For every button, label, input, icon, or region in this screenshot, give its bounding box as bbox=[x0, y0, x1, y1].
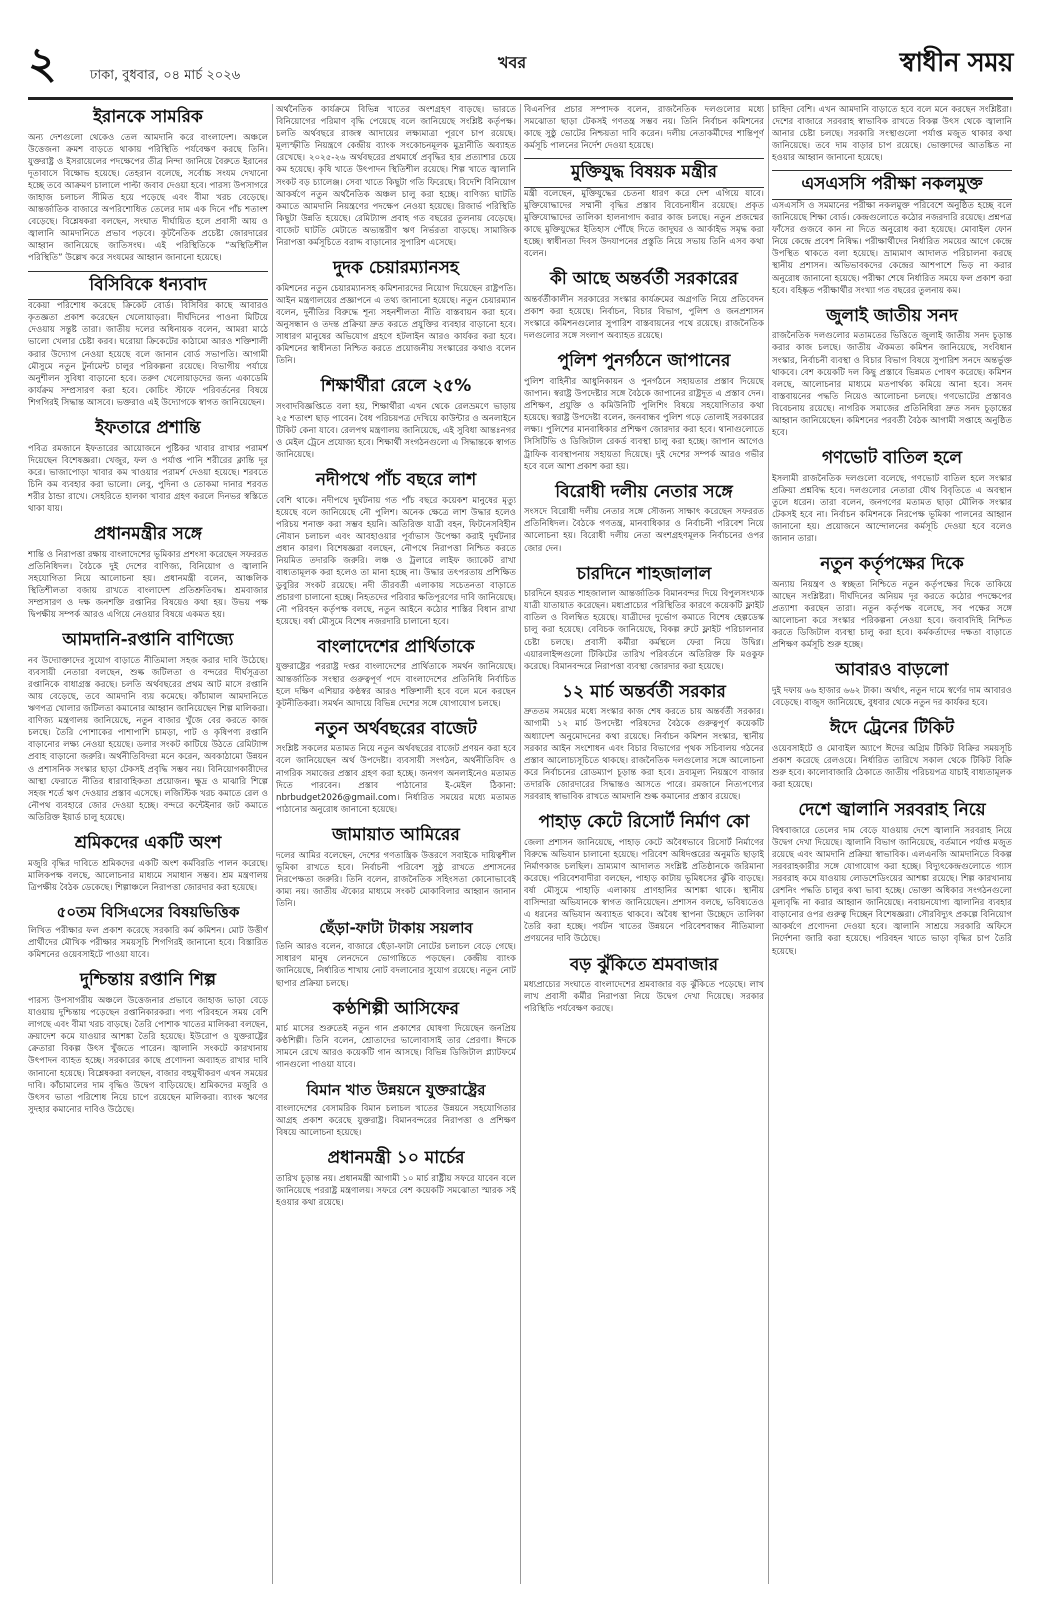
column-divider bbox=[520, 104, 521, 1584]
story-body: চাহিদা বেশি। এখন আমদানি বাড়াতে হবে বলে মনে করছেন সংশ্লিষ্টরা। দেশের বাজারে সরবরাহ স্বাভাবিক রাখতে বিকল্প উৎস থেকে জ্বালানি আনার চেষ্টা চলছে। সরকারি সংস্থাগুলো পর্যাপ্ত মজুত থাকার কথা জানিয়েছে। তবে দাম বাড়ার চাপ রয়েছে। ভোক্তাদের আতঙ্কিত না হওয়ার আহ্বান জানানো হয়েছে। bbox=[772, 105, 1012, 164]
story-body: সংবাদবিজ্ঞপ্তিতে বলা হয়, শিক্ষার্থীরা এখন থেকে রেলভ্রমণে ভাড়ায় ২৫ শতাংশ ছাড় পাবেন। বৈধ পরিচয়পত্র দেখিয়ে কাউন্টার ও অনলাইনে টিকিট কেনা যাবে। রেলপথ মন্ত্রণালয় জানিয়েছে, এই সুবিধা আন্তঃনগর ও মেইল ট্রেনে প্রযোজ্য হবে। শিক্ষার্থী সংগঠনগুলো এ সিদ্ধান্তকে স্বাগত জানিয়েছে। bbox=[276, 401, 516, 461]
story-headline: আবারও বাড়লো bbox=[835, 660, 949, 681]
news-story bbox=[524, 104, 764, 152]
section-name: খবর bbox=[498, 53, 527, 72]
story-body: দ্রুততম সময়ের মধ্যে সংস্কার কাজ শেষ করতে চায় অন্তর্বর্তী সরকার। আগামী ১২ মার্চ উপদেষ্টা পরিষদের বৈঠকে গুরুত্বপূর্ণ কয়েকটি অধ্যাদেশ অনুমোদনের কথা রয়েছে। নির্বাচন কমিশন সংস্কার, স্থানীয় সরকার আইন সংশোধন এবং বিচার বিভাগের পৃথক সচিবালয় গঠনের প্রস্তাব আলোচ্যসূচিতে থাকছে। রাজনৈতিক দলগুলোর সঙ্গে আলোচনা করে নির্বাচনের রোডম্যাপ চূড়ান্ত করা হবে। দ্রব্যমূল্য নিয়ন্ত্রণে বাজার তদারকি জোরদারের সিদ্ধান্তও আসতে পারে। রমজানে নিত্যপণ্যের সরবরাহ স্বাভাবিক রাখতে আমদানি শুল্ক কমানোর প্রস্তাব রয়েছে। bbox=[524, 707, 764, 803]
news-story bbox=[28, 521, 268, 621]
news-story bbox=[772, 303, 1012, 439]
news-story bbox=[524, 561, 764, 673]
story-body: অন্য দেশগুলো থেকেও তেল আমদানি করে বাংলাদেশ। অঞ্চলে উত্তেজনা ক্রমশ বাড়তে থাকায় পরিস্থিতি পর্যবেক্ষণ করছে তিনি। যুক্তরাষ্ট্র ও ইসরায়েলের পদক্ষেপের তীব্র নিন্দা জানিয়ে বৈরুতে ইরানের দূতাবাসে বিক্ষোভ হয়েছে। তেহরান বলেছে, সর্বোচ্চ সংযম দেখানো হচ্ছে তবে আক্রমণ চালালে পাল্টা জবাব দেওয়া হবে। পারস্য উপসাগরে জাহাজ চলাচল সীমিত হয়ে পড়েছে এবং বীমা খরচ বেড়েছে। আন্তর্জাতিক বাজারে অপরিশোধিত তেলের দাম এক দিনে পাঁচ শতাংশ বেড়েছে। বিশ্লেষকরা বলছেন, সংঘাত দীর্ঘায়িত হলে প্রবাসী আয় ও জ্বালানি আমদানিতে প্রভাব পড়বে। কূটনৈতিক প্রচেষ্টা জোরদারের আহ্বান জানিয়েছে জাতিসংঘ। এই পরিস্থিতিকে “অস্থিতিশীল পরিস্থিতি” উল্লেখ করে সংযমের আহ্বান জানানো হয়েছে। bbox=[28, 132, 268, 264]
story-headline: বিরোধী দলীয় নেতার সঙ্গে bbox=[555, 481, 733, 502]
story-body: রাজনৈতিক দলগুলোর মতামতের ভিত্তিতে জুলাই জাতীয় সনদ চূড়ান্ত করার কাজ চলছে। জাতীয় ঐকমত্য কমিশন জানিয়েছে, সংবিধান সংস্কার, নির্বাচনী ব্যবস্থা ও বিচার বিভাগ বিষয়ে সুপারিশ সনদে অন্তর্ভুক্ত থাকবে। বেশ কয়েকটি দল কিছু প্রস্তাবে ভিন্নমত পোষণ করেছে। কমিশন বলছে, আলোচনার মাধ্যমে মতপার্থক্য কমিয়ে আনা হবে। সনদ বাস্তবায়নের পদ্ধতি নিয়েও আলোচনা চলছে। গণভোটের প্রস্তাবও বিবেচনায় রয়েছে। নাগরিক সমাজের প্রতিনিধিরা দ্রুত সনদ চূড়ান্তের আহ্বান জানিয়েছেন। কমিশনের পরবর্তী বৈঠক আগামী সপ্তাহে অনুষ্ঠিত হবে। bbox=[772, 331, 1012, 439]
news-story bbox=[28, 415, 268, 515]
story-headline: ৫০তম বিসিএসের বিষয়ভিত্তিক bbox=[56, 902, 240, 921]
story-headline: ইরানকে সামরিক bbox=[93, 107, 203, 127]
story-headline: ঈদে ট্রেনের টিকিট bbox=[829, 718, 955, 739]
story-headline: দুদক চেয়ারম্যানসহ bbox=[333, 258, 459, 279]
column-3 bbox=[524, 104, 764, 1584]
news-story bbox=[772, 657, 1012, 709]
story-body: পবিত্র রমজানে ইফতারের আয়োজনে পুষ্টিকর খাবার রাখার পরামর্শ দিয়েছেন বিশেষজ্ঞরা। খেজুর, ফল ও পর্যাপ্ত পানি শরীরের ক্লান্তি দূর করে। ভাজাপোড়া খাবার কম খাওয়ার পরামর্শ দেওয়া হয়েছে। শরবতে চিনি কম ব্যবহার করা ভালো। লেবু, পুদিনা ও তোকমা দানার শরবত শরীর ঠান্ডা রাখে। সেহরিতে হালকা খাবার গ্রহণ করলে দিনভর স্বস্তিতে থাকা যায়। bbox=[28, 443, 268, 514]
newspaper-logo: স্বাধীন সময় bbox=[899, 48, 1013, 78]
masthead bbox=[28, 38, 1013, 100]
news-story bbox=[28, 900, 268, 962]
story-headline: পাহাড় কেটে রিসোর্ট নির্মাণ কো bbox=[538, 812, 750, 833]
story-body: এসএসসি ও সমমানের পরীক্ষা নকলমুক্ত পরিবেশে অনুষ্ঠিত হচ্ছে বলে জানিয়েছে শিক্ষা বোর্ড। কেন্দ্রগুলোতে কঠোর নজরদারি রয়েছে। প্রশ্নপত্র ফাঁসের গুজবে কান না দিতে অনুরোধ করা হয়েছে। মোবাইল ফোন নিয়ে কেন্দ্রে প্রবেশ নিষিদ্ধ। পরীক্ষার্থীদের নির্ধারিত সময়ের আগে কেন্দ্রে উপস্থিত থাকতে বলা হয়েছে। ভ্রাম্যমাণ আদালত পরিচালনা করছে স্থানীয় প্রশাসন। অভিভাবকদের কেন্দ্রের আশপাশে ভিড় না করার অনুরোধ জানানো হয়েছে। পরীক্ষা শেষে নির্ধারিত সময়ে ফল প্রকাশ করা হবে। বহিষ্কৃত পরীক্ষার্থীর সংখ্যা গত বছরের তুলনায় কম। bbox=[772, 201, 1012, 296]
column-4 bbox=[772, 104, 1012, 1584]
news-story bbox=[276, 822, 516, 910]
news-story bbox=[276, 255, 516, 367]
story-headline: জামায়াত আমিরের bbox=[332, 824, 460, 845]
story-headline: দুশ্চিন্তায় রপ্তানি শিল্প bbox=[79, 970, 217, 991]
story-headline: ইফতারে প্রশান্তি bbox=[95, 417, 201, 438]
story-headline: পুলিশ পুনর্গঠনে জাপানের bbox=[557, 351, 731, 372]
news-story bbox=[772, 445, 1012, 545]
story-body: পারস্য উপসাগরীয় অঞ্চলে উত্তেজনার প্রভাবে জাহাজ ভাড়া বেড়ে যাওয়ায় দুশ্চিন্তায় পড়েছেন রপ্তানিকারকরা। পণ্য পরিবহনে সময় বেশি লাগছে এবং বীমা খরচ বাড়ছে। তৈরি পোশাক খাতের মালিকরা বলছেন, ক্রয়াদেশ কমে যাওয়ার আশঙ্কা তৈরি হয়েছে। ইউরোপ ও যুক্তরাষ্ট্রের ক্রেতারা বিকল্প উৎস খুঁজতে পারেন। জ্বালানি সংকটে কারখানায় উৎপাদন ব্যাহত হচ্ছে। সরকারের কাছে প্রণোদনা অব্যাহত রাখার দাবি জানানো হয়েছে। বিশ্লেষকরা বলছেন, বাজার বহুমুখীকরণ এখন সময়ের দাবি। কাঁচামালের দাম বৃদ্ধিও উদ্বেগ বাড়িয়েছে। শ্রমিকদের মজুরি ও উৎসব ভাতা পরিশোধ নিয়ে চাপে রয়েছেন মালিকরা। ব্যাংক ঋণের সুদহার কমানোর দাবিও উঠেছে। bbox=[28, 995, 268, 1115]
news-page bbox=[28, 104, 1013, 1584]
news-story bbox=[524, 158, 764, 260]
story-body: বিশ্ববাজারে তেলের দাম বেড়ে যাওয়ায় দেশে জ্বালানি সরবরাহ নিয়ে উদ্বেগ দেখা দিয়েছে। জ্বালানি বিভাগ জানিয়েছে, বর্তমানে পর্যাপ্ত মজুত রয়েছে এবং আমদানি প্রক্রিয়া স্বাভাবিক। এলএনজি আমদানিতে বিকল্প সরবরাহকারীর সঙ্গে যোগাযোগ করা হচ্ছে। বিদ্যুৎকেন্দ্রগুলোতে গ্যাস সরবরাহ কমে যাওয়ায় লোডশেডিংয়ের আশঙ্কা রয়েছে। শিল্প কারখানায় রেশনিং পদ্ধতি চালুর কথা ভাবা হচ্ছে। ভোক্তা অধিকার সংগঠনগুলো মূল্যবৃদ্ধি না করার আহ্বান জানিয়েছে। নবায়নযোগ্য জ্বালানির ব্যবহার বাড়ানোর ওপর গুরুত্ব দিচ্ছেন বিশেষজ্ঞরা। সৌরবিদ্যুৎ প্রকল্পে বিনিয়োগ আকর্ষণে প্রণোদনা দেওয়া হবে। জ্বালানি সাশ্রয়ে সরকারি অফিসে নির্দেশনা জারি করা হয়েছে। পরিবহন খাতে ভাড়া বৃদ্ধির চাপ তৈরি হয়েছে। bbox=[772, 825, 1012, 957]
column-2 bbox=[276, 104, 516, 1584]
column-1 bbox=[28, 104, 268, 1584]
story-headline: নদীপথে পাঁচ বছরে লাশ bbox=[315, 470, 477, 491]
news-story bbox=[276, 996, 516, 1072]
story-headline: বড় ঝুঁকিতে শ্রমবাজার bbox=[569, 954, 719, 975]
news-story bbox=[524, 266, 764, 342]
story-body: চারদিনে হযরত শাহজালাল আন্তর্জাতিক বিমানবন্দর দিয়ে বিপুলসংখ্যক যাত্রী যাতায়াত করেছেন। মধ্যপ্রাচ্যের পরিস্থিতির কারণে কয়েকটি ফ্লাইট বাতিল ও বিলম্বিত হয়েছে। যাত্রীদের দুর্ভোগ কমাতে বিশেষ হেল্পডেস্ক চালু করা হয়েছে। বেবিচক জানিয়েছে, বিকল্প রুটে ফ্লাইট পরিচালনার চেষ্টা চলছে। প্রবাসী কর্মীরা কর্মস্থলে ফেরা নিয়ে উদ্বিগ্ন। এয়ারলাইন্সগুলো টিকিটের তারিখ পরিবর্তনে অতিরিক্ত ফি মওকুফ করেছে। বিমানবন্দরে নিরাপত্তা ব্যবস্থা জোরদার করা হয়েছে। bbox=[524, 589, 764, 672]
news-story bbox=[28, 967, 268, 1115]
story-headline: এসএসসি পরীক্ষা নকলমুক্ত bbox=[772, 170, 1012, 200]
story-body: দলের আমির বলেছেন, দেশের গণতান্ত্রিক উত্তরণে সবাইকে দায়িত্বশীল ভূমিকা রাখতে হবে। নির্বাচনী পরিবেশ সুষ্ঠু রাখতে প্রশাসনের নিরপেক্ষতা জরুরি। তিনি বলেন, রাজনৈতিক সহিংসতা কোনোভাবেই কাম্য নয়। জাতীয় ঐক্যের মাধ্যমে সংকট মোকাবিলার আহ্বান জানান তিনি। bbox=[276, 850, 516, 909]
news-story bbox=[276, 467, 516, 628]
story-body: শান্তি ও নিরাপত্তা রক্ষায় বাংলাদেশের ভূমিকার প্রশংসা করেছেন সফররত প্রতিনিধিদল। বৈঠকে দুই দেশের বাণিজ্য, বিনিয়োগ ও জ্বালানি সহযোগিতা নিয়ে আলোচনা হয়। প্রধানমন্ত্রী বলেন, আঞ্চলিক স্থিতিশীলতা বজায় রাখতে বাংলাদেশ প্রতিশ্রুতিবদ্ধ। শ্রমবাজার সম্প্রসারণ ও দক্ষ জনশক্তি রপ্তানির বিষয়েও কথা হয়। উভয় পক্ষ দ্বিপক্ষীয় সম্পর্ক আরও এগিয়ে নেওয়ার বিষয়ে একমত হয়। bbox=[28, 549, 268, 621]
news-story bbox=[772, 715, 1012, 791]
news-story bbox=[276, 916, 516, 990]
news-story bbox=[524, 952, 764, 1016]
story-headline: নতুন অর্থবছরের বাজেট bbox=[315, 718, 477, 739]
story-headline: বিসিবিকে ধন্যবাদ bbox=[28, 271, 268, 301]
story-headline: বিমান খাত উন্নয়নে যুক্তরাষ্ট্রের bbox=[306, 1080, 486, 1099]
news-story bbox=[524, 679, 764, 803]
story-headline: কী আছে অন্তর্বর্তী সরকারের bbox=[550, 269, 738, 290]
story-headline: প্রধানমন্ত্রীর সঙ্গে bbox=[93, 524, 202, 545]
story-headline: মুক্তিযুদ্ধ বিষয়ক মন্ত্রীর bbox=[524, 158, 764, 188]
news-story bbox=[276, 104, 516, 249]
story-headline: আমদানি-রপ্তানি বাণিজ্যে bbox=[62, 630, 234, 651]
story-headline: নতুন কর্তৃপক্ষের দিকে bbox=[820, 554, 964, 575]
story-body: যুক্তরাষ্ট্রের পররাষ্ট্র দপ্তর বাংলাদেশের প্রার্থিতাকে সমর্থন জানিয়েছে। আন্তর্জাতিক সংস্থার গুরুত্বপূর্ণ পদে বাংলাদেশের প্রতিনিধি নির্বাচিত হলে দক্ষিণ এশিয়ার কণ্ঠস্বর আরও শক্তিশালী হবে বলে মনে করছেন কূটনীতিকরা। সমর্থন আদায়ে বিভিন্ন দেশের সঙ্গে যোগাযোগ চলছে। bbox=[276, 662, 516, 709]
story-body: দুই দফায় ৬৬ হাজার ৬৬২ টাকা। অর্থাৎ, নতুন দামে স্বর্ণের দাম আবারও বেড়েছে। বাজুস জানিয়েছে, বুধবার থেকে নতুন দর কার্যকর হবে। bbox=[772, 685, 1012, 709]
story-headline: জুলাই জাতীয় সনদ bbox=[826, 305, 958, 326]
story-headline: ছেঁড়া-ফাটা টাকায় সয়লাব bbox=[319, 918, 473, 937]
news-story bbox=[28, 104, 268, 265]
news-story bbox=[524, 348, 764, 472]
news-story bbox=[276, 1078, 516, 1140]
story-body: মন্ত্রী বলেছেন, মুক্তিযুদ্ধের চেতনা ধারণ করে দেশ এগিয়ে যাবে। মুক্তিযোদ্ধাদের সম্মানী বৃদ্ধির প্রস্তাব বিবেচনাধীন রয়েছে। প্রকৃত মুক্তিযোদ্ধাদের তালিকা হালনাগাদ করার কাজ চলছে। নতুন প্রজন্মের কাছে মুক্তিযুদ্ধের ইতিহাস পৌঁছে দিতে জাদুঘর ও আর্কাইভ সমৃদ্ধ করা হচ্ছে। স্বাধীনতা দিবস উদযাপনের প্রস্তুতি নিয়ে সভায় তিনি এসব কথা বলেন। bbox=[524, 188, 764, 260]
news-story bbox=[772, 551, 1012, 651]
story-body: মজুরি বৃদ্ধির দাবিতে শ্রমিকদের একটি অংশ কর্মবিরতি পালন করেছে। মালিকপক্ষ বলছে, আলোচনার মাধ্যমে সমাধান সম্ভব। শ্রম মন্ত্রণালয় ত্রিপক্ষীয় বৈঠক ডেকেছে। শিল্পাঞ্চলে নিরাপত্তা জোরদার করা হয়েছে। bbox=[28, 858, 268, 893]
news-story bbox=[276, 716, 516, 816]
story-body: অর্থনৈতিক কার্যক্রমে বিভিন্ন খাতের অংশগ্রহণ বাড়ছে। ভারতে বিনিয়োগের পরিমাণ বৃদ্ধি পেয়েছে বলে জানিয়েছে সংশ্লিষ্ট কর্তৃপক্ষ। চলতি অর্থবছরে রাজস্ব আদায়ের লক্ষ্যমাত্রা পূরণে চাপ রয়েছে। মূল্যস্ফীতি নিয়ন্ত্রণে কেন্দ্রীয় ব্যাংক সংকোচনমূলক মুদ্রানীতি অব্যাহত রেখেছে। ২০২৫-২৬ অর্থবছরের প্রথমার্ধে প্রবৃদ্ধির হার প্রত্যাশার চেয়ে কম হয়েছে। কৃষি খাতে উৎপাদন স্থিতিশীল রয়েছে। শিল্প খাতে জ্বালানি সংকট বড় চ্যালেঞ্জ। সেবা খাতে কিছুটা গতি ফিরেছে। বিদেশি বিনিয়োগ আকর্ষণে নতুন অর্থনৈতিক অঞ্চল চালু করা হচ্ছে। বাণিজ্য ঘাটতি কমাতে আমদানি নিয়ন্ত্রণের পদক্ষেপ নেওয়া হয়েছে। রিজার্ভ পরিস্থিতি কিছুটা উন্নতি হয়েছে। রেমিট্যান্স প্রবাহ গত বছরের তুলনায় বেড়েছে। বাজেট ঘাটতি মেটাতে অভ্যন্তরীণ ঋণ নির্ভরতা বাড়ছে। সামাজিক নিরাপত্তা কর্মসূচিতে বরাদ্দ বাড়ানোর সুপারিশ এসেছে। bbox=[276, 105, 516, 249]
column-divider bbox=[768, 104, 769, 1584]
story-headline: চারদিনে শাহজালাল bbox=[576, 563, 712, 584]
news-story bbox=[276, 373, 516, 461]
story-body: বাংলাদেশের বেসামরিক বিমান চলাচল খাতের উন্নয়নে সহযোগিতার আগ্রহ প্রকাশ করেছে যুক্তরাষ্ট্র। বিমানবন্দরের নিরাপত্তা ও প্রশিক্ষণ বিষয়ে আলোচনা হয়েছে। bbox=[276, 1103, 516, 1138]
story-body: বেশি থাকে। নদীপথে দুর্ঘটনায় গত পাঁচ বছরে কয়েকশ মানুষের মৃত্যু হয়েছে বলে জানিয়েছে নৌ পুলিশ। অনেক ক্ষেত্রে লাশ উদ্ধার হলেও পরিচয় শনাক্ত করা সম্ভব হয়নি। অতিরিক্ত যাত্রী বহন, ফিটনেসবিহীন নৌযান চলাচল এবং আবহাওয়ার পূর্বাভাস উপেক্ষা করাই দুর্ঘটনার প্রধান কারণ। বিশেষজ্ঞরা বলছেন, নৌপথে নিরাপত্তা নিশ্চিত করতে নিয়মিত তদারকি জরুরি। লঞ্চ ও ট্রলারে লাইফ জ্যাকেট রাখা বাধ্যতামূলক করা হলেও তা মানা হচ্ছে না। উদ্ধার তৎপরতায় প্রশিক্ষিত ডুবুরির সংকট রয়েছে। নদী তীরবর্তী এলাকায় সচেতনতা বাড়াতে প্রচারণা চালানো হচ্ছে। নিহতদের পরিবার ক্ষতিপূরণের দাবি জানিয়েছে। নৌ পরিবহন কর্তৃপক্ষ বলছে, নতুন আইনে কঠোর শাস্তির বিধান রাখা হয়েছে। বর্ষা মৌসুমে বিশেষ নজরদারি চালানো হবে। bbox=[276, 495, 516, 627]
story-headline: শ্রমিকদের একটি অংশ bbox=[74, 833, 222, 854]
story-headline: কণ্ঠশিল্পী আসিফের bbox=[332, 998, 460, 1019]
news-story bbox=[772, 797, 1012, 958]
story-headline: শিক্ষার্থীরা রেলে ২৫% bbox=[320, 376, 472, 397]
news-story bbox=[772, 170, 1012, 296]
story-body: বকেয়া পরিশোধ করেছে ক্রিকেট বোর্ড। বিসিবির কাছে আবারও কৃতজ্ঞতা প্রকাশ করেছেন খেলোয়াড়রা। দীর্ঘদিনের পাওনা মিটিয়ে দেওয়ায় সন্তুষ্ট তারা। জাতীয় দলের অধিনায়ক বলেন, আমরা মাঠে ভালো খেলার চেষ্টা করব। ঘরোয়া ক্রিকেটের কাঠামো আরও শক্তিশালী করার উদ্যোগ নেওয়া হয়েছে বলে জানান বোর্ড সভাপতি। আগামী মৌসুমে নতুন টুর্নামেন্ট চালুর পরিকল্পনা রয়েছে। বিভাগীয় পর্যায়ে অনুশীলন সুবিধা বাড়ানো হবে। তরুণ খেলোয়াড়দের জন্য একাডেমি কার্যক্রম সম্প্রসারণ করা হবে। কোচিং স্টাফে পরিবর্তনের বিষয়ে শিগগিরই সিদ্ধান্ত আসবে। ভক্তরাও এই উদ্যোগকে স্বাগত জানিয়েছেন। bbox=[28, 301, 268, 408]
story-headline: গণভোট বাতিল হলে bbox=[821, 448, 963, 469]
story-body: তিনি আরও বলেন, বাজারে ছেঁড়া-ফাটা নোটের চলাচল বেড়ে গেছে। সাধারণ মানুষ লেনদেনে ভোগান্তিতে পড়ছেন। কেন্দ্রীয় ব্যাংক জানিয়েছে, নির্ধারিত শাখায় নোট বদলানোর সুযোগ রয়েছে। নতুন নোট ছাপার প্রক্রিয়া চলছে। bbox=[276, 942, 516, 989]
story-headline: বাংলাদেশের প্রার্থিতাকে bbox=[317, 636, 475, 657]
news-story bbox=[276, 634, 516, 710]
story-body: সংশ্লিষ্ট সকলের মতামত নিয়ে নতুন অর্থবছরের বাজেট প্রণয়ন করা হবে বলে জানিয়েছেন অর্থ উপদেষ্টা। ব্যবসায়ী সংগঠন, অর্থনীতিবিদ ও নাগরিক সমাজের প্রস্তাব গ্রহণ করা হচ্ছে। জনগণ অনলাইনেও মতামত দিতে পারবেন। প্রস্তাব পাঠানোর ই-মেইল ঠিকানা: nbrbudget2026@gmail.com। নির্ধারিত সময়ের মধ্যে মতামত পাঠানোর অনুরোধ জানানো হয়েছে। bbox=[276, 744, 516, 815]
news-story bbox=[276, 1145, 516, 1209]
story-body: অন্যায় নিয়ন্ত্রণ ও স্বচ্ছতা নিশ্চিতে নতুন কর্তৃপক্ষের দিকে তাকিয়ে আছেন সংশ্লিষ্টরা। দীর্ঘদিনের অনিয়ম দূর করতে কঠোর পদক্ষেপের প্রত্যাশা করছেন তারা। নতুন কর্তৃপক্ষ বলেছে, সব পক্ষের সঙ্গে আলোচনা করে সংস্কার পরিকল্পনা নেওয়া হবে। জবাবদিহি নিশ্চিত করতে ডিজিটাল ব্যবস্থা চালু করা হবে। কর্মকর্তাদের দক্ষতা বাড়াতে প্রশিক্ষণ কর্মসূচি শুরু হচ্ছে। bbox=[772, 579, 1012, 651]
story-body: সংসদে বিরোধী দলীয় নেতার সঙ্গে সৌজন্য সাক্ষাৎ করেছেন সফররত প্রতিনিধিদল। বৈঠকে গণতন্ত্র, মানবাধিকার ও নির্বাচনী পরিবেশ নিয়ে আলোচনা হয়। বিরোধী দলীয় নেতা অংশগ্রহণমূলক নির্বাচনের ওপর জোর দেন। bbox=[524, 507, 764, 554]
story-body: ওয়েবসাইটে ও মোবাইল অ্যাপে ঈদের অগ্রিম টিকিট বিক্রির সময়সূচি প্রকাশ করেছে রেলওয়ে। নির্ধারিত তারিখে সকাল থেকে টিকিট বিক্রি শুরু হবে। কালোবাজারি ঠেকাতে জাতীয় পরিচয়পত্র যাচাই বাধ্যতামূলক করা হয়েছে। bbox=[772, 743, 1012, 790]
story-body: তারিখ চূড়ান্ত নয়। প্রধানমন্ত্রী আগামী ১০ মার্চ রাষ্ট্রীয় সফরে যাবেন বলে জানিয়েছে পররাষ্ট্র মন্ত্রণালয়। সফরে বেশ কয়েকটি সমঝোতা স্মারক সই হওয়ার কথা রয়েছে। bbox=[276, 1173, 516, 1208]
story-body: মার্চ মাসের শুরুতেই নতুন গান প্রকাশের ঘোষণা দিয়েছেন জনপ্রিয় কণ্ঠশিল্পী। তিনি বলেন, শ্রোতাদের ভালোবাসাই তার প্রেরণা। ঈদকে সামনে রেখে আরও কয়েকটি গান আসছে। বিভিন্ন ডিজিটাল প্ল্যাটফর্মে গানগুলো পাওয়া যাবে। bbox=[276, 1024, 516, 1071]
story-headline: ১২ মার্চ অন্তর্বর্তী সরকার bbox=[562, 681, 726, 702]
story-body: নব উদ্যোক্তাদের সুযোগ বাড়াতে নীতিমালা সহজ করার দাবি উঠেছে। ব্যবসায়ী নেতারা বলছেন, শুল্ক জটিলতা ও বন্দরের দীর্ঘসূত্রতা রপ্তানিকে বাধাগ্রস্ত করছে। চলতি অর্থবছরের প্রথম আট মাসে রপ্তানি আয় বেড়েছে, তবে আমদানি ব্যয় কমেছে। কাঁচামাল আমদানিতে ঋণপত্র খোলার জটিলতা কমানোর আহ্বান জানিয়েছেন শিল্প মালিকরা। বাণিজ্য মন্ত্রণালয় জানিয়েছে, নতুন বাজার খুঁজে বের করতে কাজ চলছে। তৈরি পোশাকের পাশাপাশি চামড়া, পাট ও কৃষিপণ্য রপ্তানি বাড়ানোর লক্ষ্য নেওয়া হয়েছে। ডলার সংকট কাটিয়ে উঠতে রেমিট্যান্স প্রবাহ বাড়ানো জরুরি। অর্থনীতিবিদরা মনে করেন, অবকাঠামো উন্নয়ন ও প্রশাসনিক সংস্কার ছাড়া টেকসই প্রবৃদ্ধি সম্ভব নয়। বিনিয়োগকারীদের আস্থা ফেরাতে নীতির ধারাবাহিকতা প্রয়োজন। ক্ষুদ্র ও মাঝারি শিল্পে সহজ শর্তে ঋণ দেওয়ার প্রস্তাব এসেছে। লজিস্টিক খরচ কমাতে রেল ও নৌপথ ব্যবহারে জোর দেওয়া হচ্ছে। বন্দরে কন্টেইনার জট কমাতে অতিরিক্ত ইয়ার্ড চালু হয়েছে। bbox=[28, 655, 268, 823]
story-body: মধ্যপ্রাচ্যের সংঘাতে বাংলাদেশের শ্রমবাজার বড় ঝুঁকিতে পড়েছে। লাখ লাখ প্রবাসী কর্মীর নিরাপত্তা নিয়ে উদ্বেগ দেখা দিয়েছে। সরকার পরিস্থিতি পর্যবেক্ষণ করছে। bbox=[524, 980, 764, 1015]
story-headline: দেশে জ্বালানি সরবরাহ নিয়ে bbox=[798, 800, 986, 821]
news-story bbox=[28, 627, 268, 824]
column-divider bbox=[272, 104, 273, 1584]
news-story bbox=[28, 830, 268, 894]
news-story bbox=[524, 479, 764, 555]
news-story bbox=[524, 809, 764, 945]
story-body: ইসলামী রাজনৈতিক দলগুলো বলেছে, গণভোট বাতিল হলে সংস্কার প্রক্রিয়া প্রশ্নবিদ্ধ হবে। দলগুলোর নেতারা যৌথ বিবৃতিতে এ অবস্থান তুলে ধরেন। তারা বলেন, জনগণের মতামত ছাড়া মৌলিক সংস্কার টেকসই হবে না। নির্বাচন কমিশনকে নিরপেক্ষ ভূমিকা পালনের আহ্বান জানানো হয়। প্রয়োজনে আন্দোলনের কর্মসূচি দেওয়া হবে বলেও জানান তারা। bbox=[772, 473, 1012, 545]
story-headline: প্রধানমন্ত্রী ১০ মার্চের bbox=[327, 1148, 465, 1169]
page-number: ২ bbox=[28, 38, 57, 89]
news-story bbox=[772, 104, 1012, 164]
story-body: কমিশনের নতুন চেয়ারম্যানসহ কমিশনারদের নিয়োগ দিয়েছেন রাষ্ট্রপতি। আইন মন্ত্রণালয়ের প্রজ্ঞাপনে এ তথ্য জানানো হয়েছে। নতুন চেয়ারম্যান বলেন, দুর্নীতির বিরুদ্ধে শূন্য সহনশীলতা নীতি বাস্তবায়ন করা হবে। অনুসন্ধান ও তদন্ত প্রক্রিয়া দ্রুত করতে প্রযুক্তির ব্যবহার বাড়ানো হবে। সাধারণ মানুষের অভিযোগ গ্রহণে হটলাইন আরও কার্যকর করা হবে। কমিশনের স্বাধীনতা নিশ্চিত করতে প্রয়োজনীয় সংস্কারের কথাও বলেন তিনি। bbox=[276, 283, 516, 367]
story-body: লিখিত পরীক্ষার ফল প্রকাশ করেছে সরকারি কর্ম কমিশন। মোট উত্তীর্ণ প্রার্থীদের মৌখিক পরীক্ষার সময়সূচি শিগগিরই জানানো হবে। বিস্তারিত কমিশনের ওয়েবসাইটে পাওয়া যাবে। bbox=[28, 926, 268, 961]
dateline: ঢাকা, বুধবার, ০৪ মার্চ ২০২৬ bbox=[90, 68, 241, 83]
story-body: পুলিশ বাহিনীর আধুনিকায়ন ও পুনর্গঠনে সহায়তার প্রস্তাব দিয়েছে জাপান। স্বরাষ্ট্র উপদেষ্টার সঙ্গে বৈঠকে জাপানের রাষ্ট্রদূত এ প্রস্তাব দেন। প্রশিক্ষণ, প্রযুক্তি ও কমিউনিটি পুলিশিং বিষয়ে সহযোগিতার কথা হয়েছে। স্বরাষ্ট্র উপদেষ্টা বলেন, জনবান্ধব পুলিশ গড়ে তোলাই সরকারের লক্ষ্য। পুলিশের মানবাধিকার প্রশিক্ষণ জোরদার করা হবে। থানাগুলোতে সিসিটিভি ও ডিজিটাল রেকর্ড ব্যবস্থা চালু করা হচ্ছে। জাপান আগেও ট্রাফিক ব্যবস্থাপনায় সহায়তা দিয়েছে। দুই দেশের সম্পর্ক আরও গভীর হবে বলে আশা প্রকাশ করা হয়। bbox=[524, 376, 764, 472]
story-body: অন্তর্বর্তীকালীন সরকারের সংস্কার কার্যক্রমের অগ্রগতি নিয়ে প্রতিবেদন প্রকাশ করা হয়েছে। নির্বাচন, বিচার বিভাগ, পুলিশ ও জনপ্রশাসন সংস্কারে কমিশনগুলোর সুপারিশ বাস্তবায়নের পথে রয়েছে। রাজনৈতিক দলগুলোর সঙ্গে সংলাপ অব্যাহত রয়েছে। bbox=[524, 295, 764, 342]
story-body: জেলা প্রশাসন জানিয়েছে, পাহাড় কেটে অবৈধভাবে রিসোর্ট নির্মাণের বিরুদ্ধে অভিযান চালানো হয়েছে। পরিবেশ অধিদপ্তরের অনুমতি ছাড়াই নির্মাণকাজ চলছিল। ভ্রাম্যমাণ আদালত সংশ্লিষ্ট প্রতিষ্ঠানকে জরিমানা করেছে। পরিবেশবাদীরা বলছেন, পাহাড় কাটায় ভূমিধসের ঝুঁকি বাড়ছে। বর্ষা মৌসুমে পাহাড়ি এলাকায় প্রাণহানির আশঙ্কা থাকে। স্থানীয় বাসিন্দারা অভিযানকে স্বাগত জানিয়েছেন। প্রশাসন বলছে, ভবিষ্যতেও এ ধরনের অভিযান অব্যাহত থাকবে। অবৈধ স্থাপনা উচ্ছেদে তালিকা তৈরি করা হচ্ছে। পর্যটন খাতের উন্নয়নে পরিবেশবান্ধব নীতিমালা প্রণয়নের দাবি উঠেছে। bbox=[524, 837, 764, 945]
news-story bbox=[28, 271, 268, 409]
story-body: বিএনপির প্রচার সম্পাদক বলেন, রাজনৈতিক দলগুলোর মধ্যে সমঝোতা ছাড়া টেকসই গণতন্ত্র সম্ভব নয়। তিনি নির্বাচন কমিশনের কাছে সুষ্ঠু ভোটের নিশ্চয়তা দাবি করেন। দলীয় নেতাকর্মীদের শান্তিপূর্ণ কর্মসূচি পালনের নির্দেশ দেওয়া হয়েছে। bbox=[524, 105, 764, 152]
